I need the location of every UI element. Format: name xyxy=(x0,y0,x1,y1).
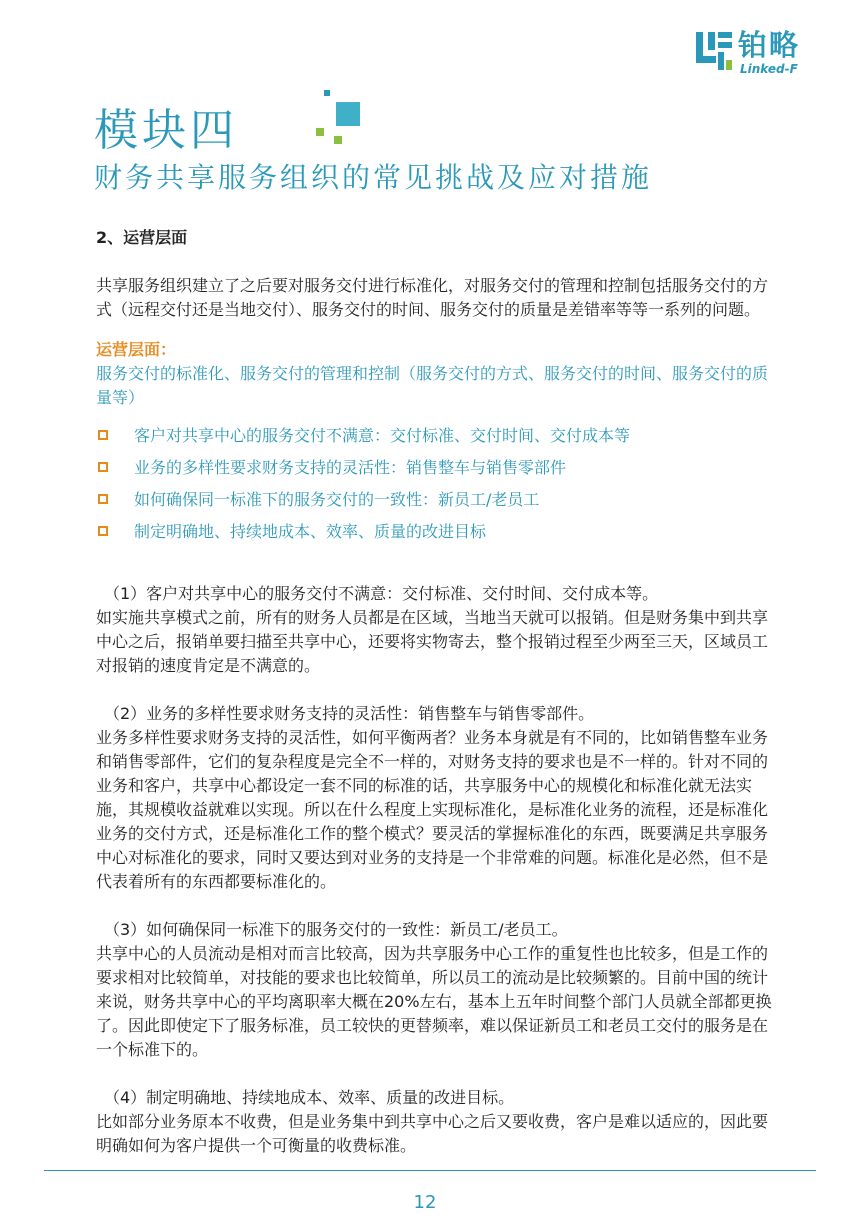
module-title: 模块四 xyxy=(94,105,238,156)
paragraph-body: 共享中心的人员流动是相对而言比较高，因为共享服务中心工作的重复性也比较多，但是工作的要求相对比较简单，对技能的要求也比较简单，所以员工的流动是比较频繁的。目前中国的统计来说，财务共享中心的平均离职率大概在20%左右，基本上五年时间整个部门人员就全部都更换了。因此即使定下了服务标准，员工较快的更替频率，难以保证新员工和老员工交付的服务是在一个标准下的。 xyxy=(96,944,772,1059)
list-item: 如何确保同一标准下的服务交付的一致性：新员工/老员工 xyxy=(96,484,776,516)
intro-paragraph: 共享服务组织建立了之后要对服务交付进行标准化，对服务交付的管理和控制包括服务交付的方式（远程交付还是当地交付）、服务交付的时间、服务交付的质量是差错率等等一系列的问题。 xyxy=(96,276,769,319)
brand-name: 铂略 xyxy=(738,28,801,62)
paragraph-title: （3）如何确保同一标准下的服务交付的一致性：新员工/老员工。 xyxy=(104,920,568,939)
main-content xyxy=(96,226,776,1158)
square-bullet-icon xyxy=(98,494,108,504)
paragraph-2 xyxy=(96,702,776,894)
linked-f-logo-icon xyxy=(694,30,734,72)
paragraph-title: （4）制定明确地、持续地成本、效率、质量的改进目标。 xyxy=(104,1088,515,1107)
brand-subtitle: Linked-F xyxy=(740,62,798,76)
page-number: 12 xyxy=(413,1192,437,1213)
square-bullet-icon xyxy=(98,526,108,536)
paragraph-title: （2）业务的多样性要求财务支持的灵活性：销售整车与销售零部件。 xyxy=(104,704,595,723)
list-item: 客户对共享中心的服务交付不满意：交付标准、交付时间、交付成本等 xyxy=(96,420,776,452)
operations-description: 服务交付的标准化、服务交付的管理和控制（服务交付的方式、服务交付的时间、服务交付的质量等） xyxy=(96,364,769,407)
paragraph-body: 业务多样性要求财务支持的灵活性，如何平衡两者？业务本身就是有不同的，比如销售整车业务和销售零部件，它们的复杂程度是完全不一样的，对财务支持的要求也是不一样的。针对不同的业务和客户，共享中心都设定一套不同的标准的话，共享服务中心的规模化和标准化就无法实施，其规模收益就难以实现。所以在什么程度上实现标准化，是标准化业务的流程，还是标准化业务的交付方式，还是标准化工作的整个模式？要灵活的掌握标准化的东西，既要满足共享服务中心对标准化的要求，同时又要达到对业务的支持是一个非常难的问题。标准化是必然，但不是代表着所有的东西都要标准化的。 xyxy=(96,728,769,891)
decorative-squares-icon xyxy=(316,90,366,146)
square-bullet-icon xyxy=(98,462,108,472)
list-item: 业务的多样性要求财务支持的灵活性：销售整车与销售零部件 xyxy=(96,452,776,484)
section-heading: 2、运营层面 xyxy=(96,228,188,247)
list-item: 制定明确地、持续地成本、效率、质量的改进目标 xyxy=(96,516,776,548)
brand-logo xyxy=(694,28,814,78)
paragraph-body: 比如部分业务原本不收费，但是业务集中到共享中心之后又要收费，客户是难以适应的，因此要明确如何为客户提供一个可衡量的收费标准。 xyxy=(96,1112,769,1155)
operations-label: 运营层面： xyxy=(96,340,177,359)
paragraph-3 xyxy=(96,918,776,1062)
footer-divider xyxy=(44,1170,816,1171)
challenge-list xyxy=(96,420,776,548)
paragraph-4 xyxy=(96,1086,776,1158)
paragraph-1 xyxy=(96,582,776,678)
paragraph-body: 如实施共享模式之前，所有的财务人员都是在区域，当地当天就可以报销。但是财务集中到共享中心之后，报销单要扫描至共享中心，还要将实物寄去，整个报销过程至少两至三天，区域员工对报销的速度肯定是不满意的。 xyxy=(96,608,769,675)
paragraph-title: （1）客户对共享中心的服务交付不满意：交付标准、交付时间、交付成本等。 xyxy=(104,584,659,603)
square-bullet-icon xyxy=(98,430,108,440)
module-subtitle: 财务共享服务组织的常见挑战及应对措施 xyxy=(94,161,653,194)
